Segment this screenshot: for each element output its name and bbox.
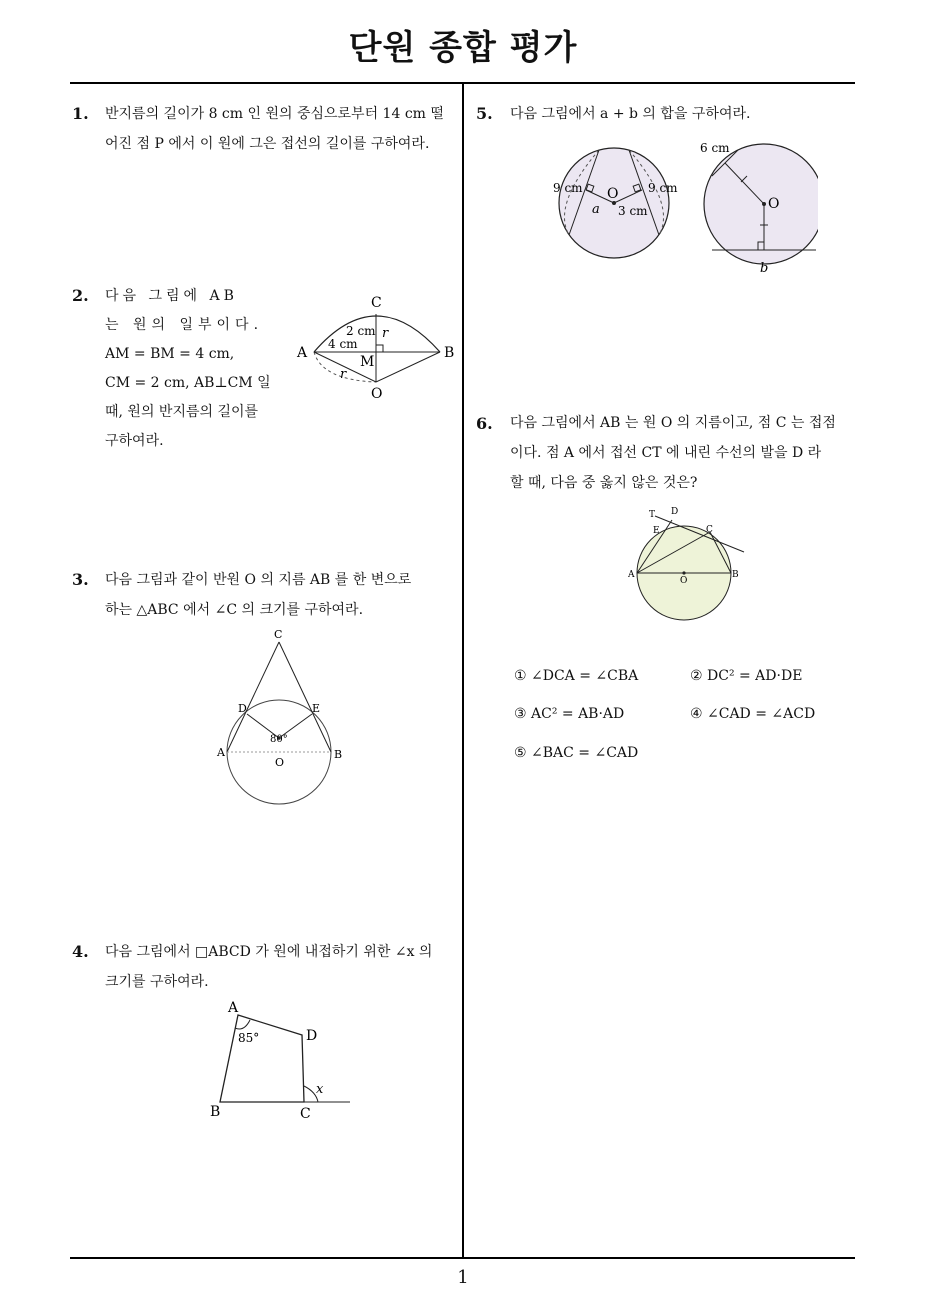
q3-label-e: E <box>312 702 321 715</box>
q5-center-dot-right <box>762 202 766 206</box>
q1-line1: 반지름의 길이가 8 cm 인 원의 중심으로부터 14 cm 떨 <box>105 106 444 122</box>
q6-label-a: A <box>628 570 635 580</box>
q2-label-o: O <box>371 386 383 402</box>
q2-line: 때, 원의 반지름의 길이를 <box>105 404 259 420</box>
q4-label-x: x <box>316 1082 324 1097</box>
q1-line2: 어진 점 P 에서 이 원에 그은 접선의 길이를 구하여라. <box>105 136 430 152</box>
q3-label-b: B <box>334 748 343 761</box>
q2-right-angle <box>376 345 383 352</box>
q2-bo <box>376 352 440 382</box>
q3-label-d: D <box>238 702 247 715</box>
q2-line: CM = 2 cm, AB⊥CM 일 <box>105 375 271 391</box>
q2-text <box>105 282 285 456</box>
q5-label-3cm: 3 cm <box>618 204 648 218</box>
page-number: 1 <box>457 1267 469 1288</box>
q2-line: AM = BM = 4 cm, <box>105 346 235 362</box>
q5-circle-right <box>704 144 818 264</box>
q5-label-b: b <box>760 261 769 276</box>
q5-figure-right <box>698 138 818 278</box>
q3-label-o: O <box>275 756 285 769</box>
q3-label-a: A <box>217 746 225 759</box>
q5-label-o1: O <box>607 186 619 202</box>
q3-line1: 다음 그림과 같이 반원 O 의 지름 AB 를 한 변으로 <box>105 572 412 588</box>
q6-choice-5: ⑤ ∠BAC = ∠CAD <box>514 745 639 761</box>
q5-label-a: a <box>592 202 600 217</box>
q4-angle-label: 85° <box>238 1031 260 1045</box>
q3-number: 3. <box>72 570 89 589</box>
q4-number: 4. <box>72 942 89 961</box>
q2-line: 구하여라. <box>105 433 164 449</box>
column-divider <box>462 84 464 1259</box>
q2-label-2cm: 2 cm <box>346 324 376 338</box>
q2-label-c: C <box>371 295 382 311</box>
q5-label-o2: O <box>768 196 780 212</box>
q4-line1: 다음 그림에서 □ABCD 가 원에 내접하기 위한 ∠x 의 <box>105 944 433 960</box>
q6-label-d: D <box>671 507 679 517</box>
q5-label-9cm-left: 9 cm <box>553 181 583 195</box>
q4-label-a: A <box>228 1000 239 1016</box>
q4-text <box>105 937 455 997</box>
q6-choice-4: ④ ∠CAD = ∠ACD <box>690 706 816 722</box>
page-title: 단원 종합 평가 <box>348 28 578 68</box>
q6-label-o: O <box>680 576 688 586</box>
q6-number: 6. <box>476 414 493 433</box>
bottom-rule <box>70 1257 855 1259</box>
q5-label-6cm: 6 cm <box>700 141 730 155</box>
q4-label-c: C <box>300 1106 311 1122</box>
q6-choice-2: ② DC² = AD·DE <box>690 668 803 684</box>
q6-text <box>510 408 860 498</box>
q2-line: 는 원의 일부이다. <box>105 317 264 333</box>
q5-number: 5. <box>476 104 493 123</box>
q2-label-b: B <box>444 345 455 361</box>
q1-text <box>105 99 455 159</box>
q2-number: 2. <box>72 286 89 305</box>
q4-label-b: B <box>210 1104 221 1120</box>
q6-label-e: E <box>653 526 660 536</box>
q1-number: 1. <box>72 104 89 123</box>
q3-label-c: C <box>274 628 283 641</box>
q2-label-r2: r <box>340 367 347 382</box>
q2-label-m: M <box>360 354 375 370</box>
q3-angle-label: 80° <box>270 734 288 745</box>
q6-label-b: B <box>732 570 739 580</box>
q2-label-a: A <box>297 345 308 361</box>
q5-label-9cm-right: 9 cm <box>648 181 678 195</box>
q4-quadrilateral <box>220 1015 304 1102</box>
q4-line2: 크기를 구하여라. <box>105 974 209 990</box>
q6-label-t: T <box>649 510 656 520</box>
q3-figure <box>212 628 352 808</box>
q6-label-c: C <box>706 525 713 535</box>
q3-text <box>105 565 455 625</box>
q3-line2: 하는 △ABC 에서 ∠C 의 크기를 구하여라. <box>105 602 364 618</box>
q2-figure <box>292 290 462 405</box>
q6-center-dot <box>682 571 685 574</box>
q2-label-4cm: 4 cm <box>328 337 358 351</box>
q4-figure <box>200 1000 360 1125</box>
q6-line3: 할 때, 다음 중 옳지 않은 것은? <box>510 475 698 491</box>
q5-line1: 다음 그림에서 a + b 의 합을 구하여라. <box>510 106 751 122</box>
q6-figure <box>628 502 748 622</box>
q6-line2: 이다. 점 A 에서 접선 CT 에 내린 수선의 발을 D 라 <box>510 445 822 461</box>
q6-choice-1: ① ∠DCA = ∠CBA <box>514 668 639 684</box>
q5-figure-left <box>552 145 682 265</box>
q6-choice-3: ③ AC² = AB·AD <box>514 706 625 722</box>
q5-text <box>510 99 850 129</box>
q4-label-d: D <box>306 1028 318 1044</box>
q2-label-r1: r <box>382 326 389 341</box>
q2-line: 다음 그림에 AB <box>105 288 238 304</box>
q6-line1: 다음 그림에서 AB 는 원 O 의 지름이고, 점 C 는 접점 <box>510 415 836 431</box>
